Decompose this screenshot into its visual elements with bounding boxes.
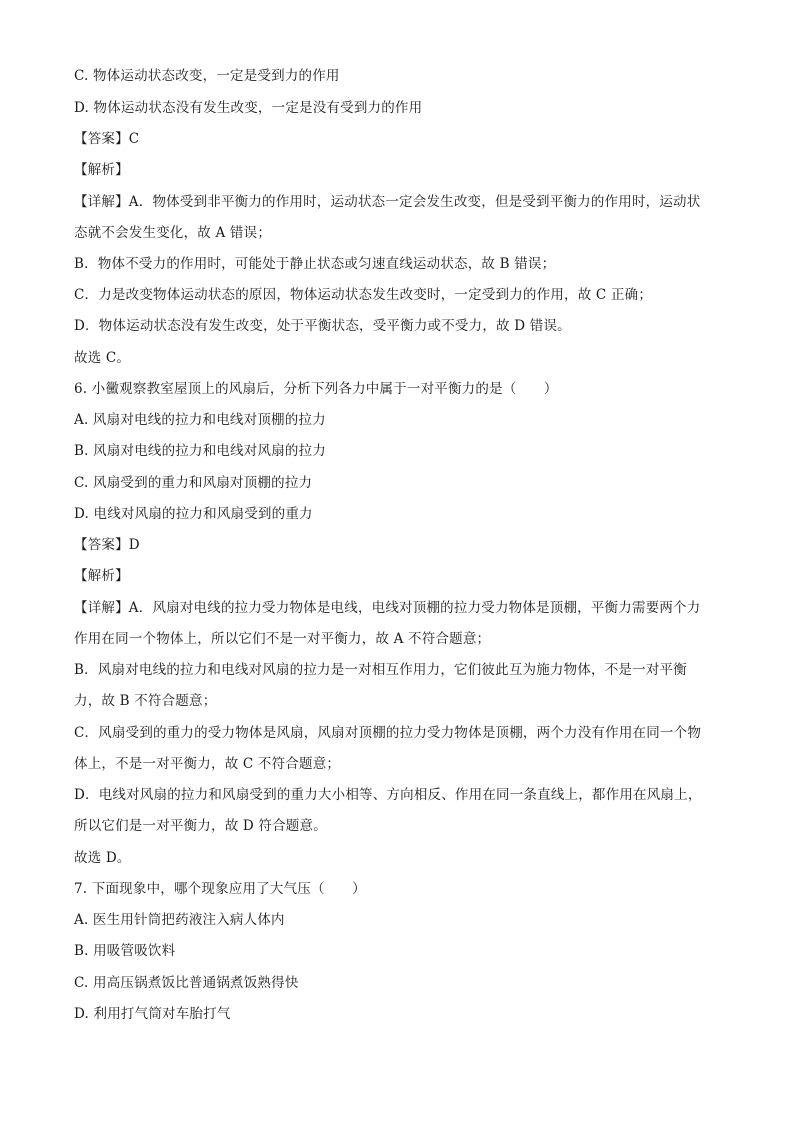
explanation-q6-line-2: 作用在同一个物体上，所以它们不是一对平衡力，故 A 不符合题意； <box>74 631 491 647</box>
explanation-q5-line-2: 态就不会发生变化，故 A 错误； <box>74 225 272 241</box>
analysis-heading-q5: 【解析】 <box>74 162 129 178</box>
conclusion-q6: 故选 D。 <box>74 850 131 866</box>
option-c-q5: C. 物体运动状态改变，一定是受到力的作用 <box>74 68 340 84</box>
question-7: 7. 下面现象中，哪个现象应用了大气压（ ） <box>74 881 366 897</box>
answer-q6: 【答案】D <box>74 537 140 553</box>
explanation-q5-line-3: B．物体不受力的作用时，可能处于静止状态或匀速直线运动状态，故 B 错误； <box>74 256 556 272</box>
explanation-q6-line-4: 力，故 B 不符合题意； <box>74 693 217 709</box>
explanation-q6-line-7: D．电线对风扇的拉力和风扇受到的重力大小相等、方向相反、作用在同一条直线上，都作用在风扇上， <box>74 787 702 803</box>
explanation-q5-line-4: C．力是改变物体运动状态的原因，物体运动状态发生改变时，一定受到力的作用，故 C 正确； <box>74 287 653 303</box>
question-6: 6. 小黴观察教室屋顶上的风扇后，分析下列各力中属于一对平衡力的是（ ） <box>74 381 558 397</box>
explanation-q6-line-5: C．风扇受到的重力的受力物体是风扇，风扇对顶棚的拉力受力物体是顶棚，两个力没有作用在同一个物 <box>74 725 702 741</box>
option-c-q7: C. 用高压锅煮饭比普通锅煮饭熟得快 <box>74 975 299 991</box>
option-c-q6: C. 风扇受到的重力和风扇对顶棚的拉力 <box>74 475 313 491</box>
explanation-q6-line-6: 体上，不是一对平衡力，故 C 不符合题意； <box>74 756 341 772</box>
explanation-q5-line-1: 【详解】A．物体受到非平衡力的作用时，运动状态一定会发生改变，但是受到平衡力的作用时，运动状 <box>74 194 701 210</box>
explanation-q6-line-3: B．风扇对电线的拉力和电线对风扇的拉力是一对相互作用力，它们彼此互为施力物体，不是一对平衡 <box>74 662 687 678</box>
option-d-q7: D. 利用打气筒对车胎打气 <box>74 1006 231 1022</box>
explanation-q6-line-8: 所以它们是一对平衡力，故 D 符合题意。 <box>74 818 327 834</box>
explanation-q5-line-5: D．物体运动状态没有发生改变，处于平衡状态，受平衡力或不受力，故 D 错误。 <box>74 318 571 334</box>
answer-q5: 【答案】C <box>74 131 140 147</box>
analysis-heading-q6: 【解析】 <box>74 568 129 584</box>
option-d-q6: D. 电线对风扇的拉力和风扇受到的重力 <box>74 506 313 522</box>
option-b-q7: B. 用吸管吸饮料 <box>74 943 176 959</box>
option-d-q5: D. 物体运动状态没有发生改变，一定是没有受到力的作用 <box>74 100 423 116</box>
option-a-q6: A. 风扇对电线的拉力和电线对顶棚的拉力 <box>74 412 326 428</box>
conclusion-q5: 故选 C。 <box>74 350 131 366</box>
explanation-q6-line-1: 【详解】A．风扇对电线的拉力受力物体是电线，电线对顶棚的拉力受力物体是顶棚，平衡力需要两个力 <box>74 600 701 616</box>
option-b-q6: B. 风扇对电线的拉力和电线对风扇的拉力 <box>74 443 327 459</box>
option-a-q7: A. 医生用针筒把药液注入病人体内 <box>74 912 285 928</box>
